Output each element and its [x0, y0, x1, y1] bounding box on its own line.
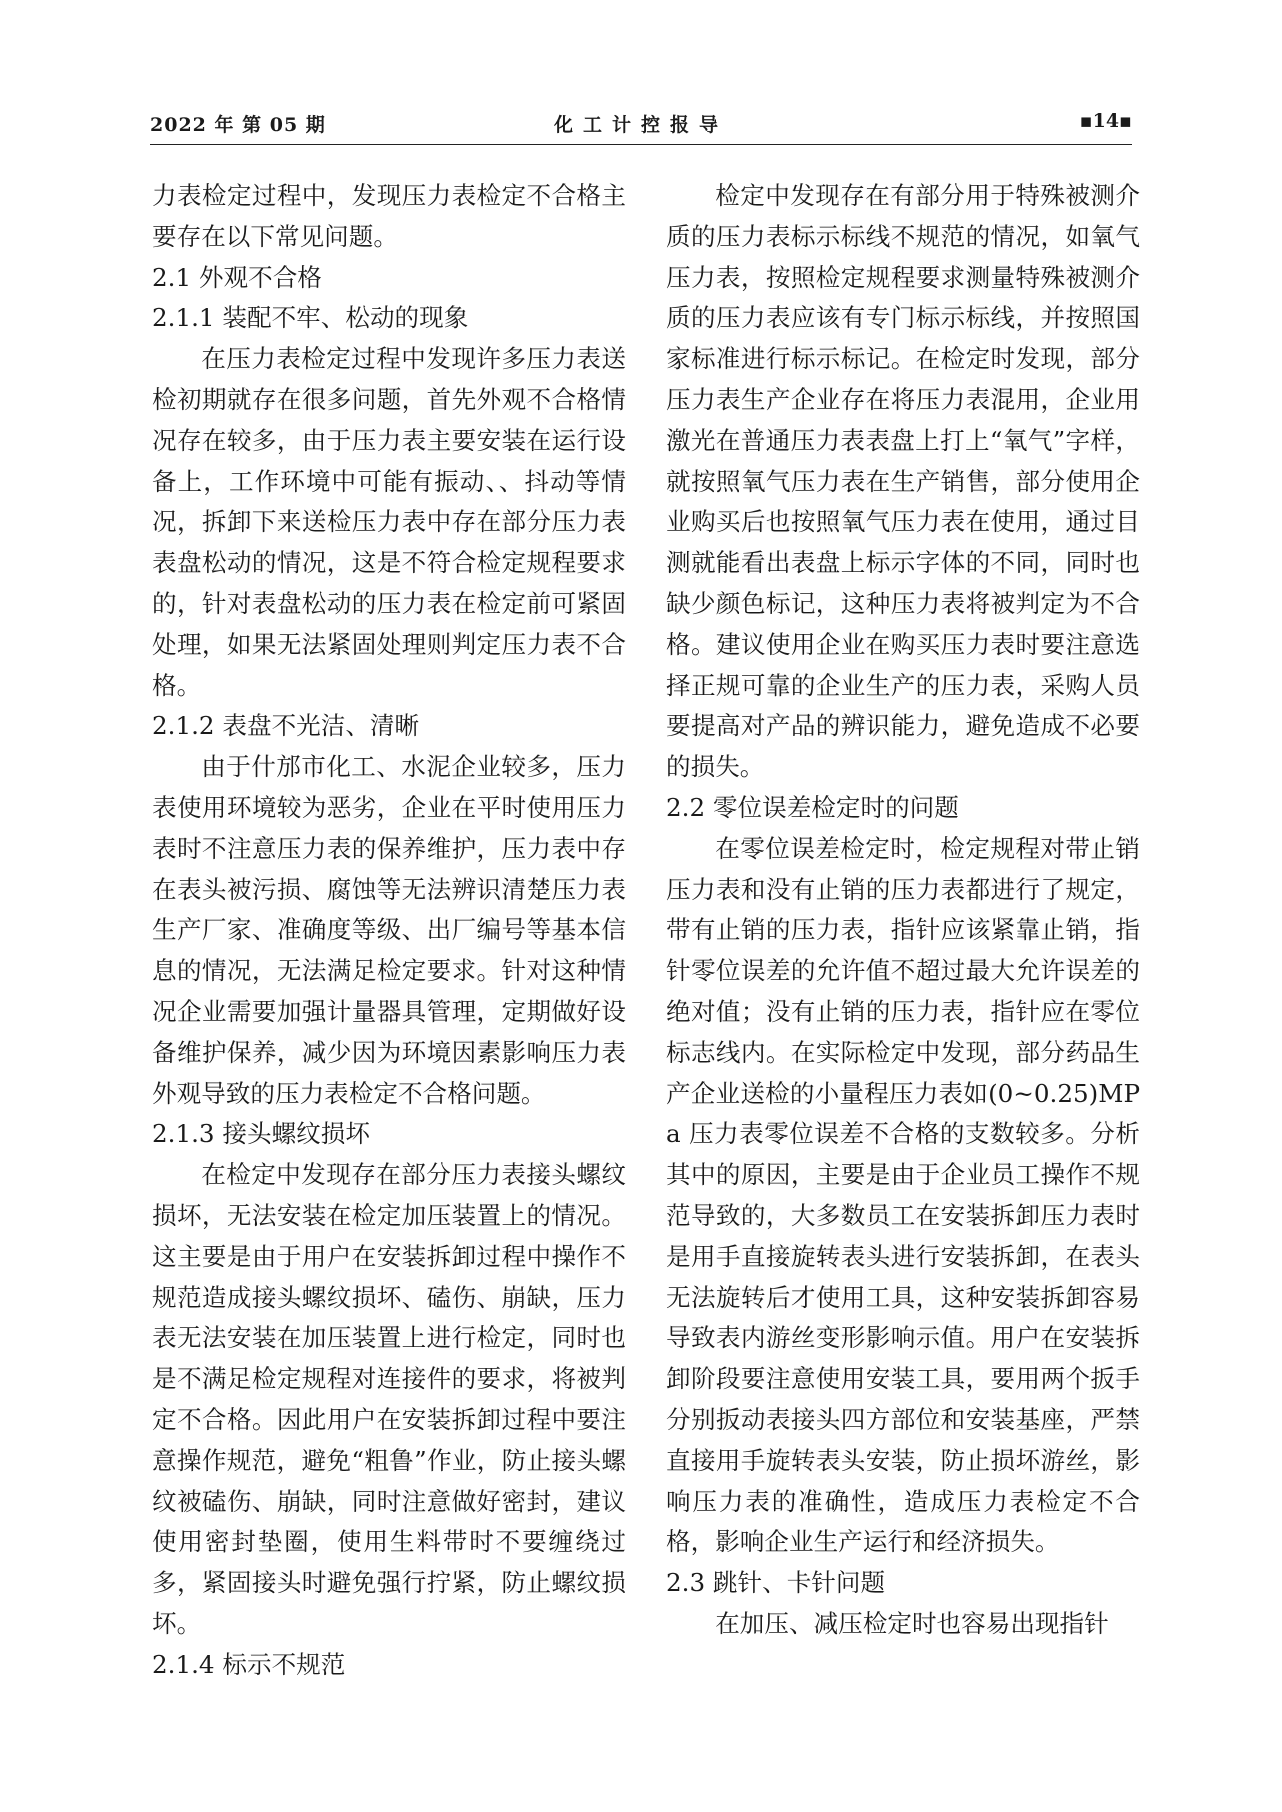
section-heading: 2.2 零位误差检定时的问题 [666, 792, 959, 822]
paragraph: 在检定中发现存在部分压力表接头螺纹损坏，无法安装在检定加压装置上的情况。这主要是由于用户在安装拆卸过程中操作不规范造成接头螺纹损坏、磕伤、崩缺，压力表无法安装在加压装置上进行检定，同时也是不满足检定规程对连接件的要求，将被判定不合格。因此用户在安装拆卸过程中要注意操作规范，避免“粗鲁”作业，防止接头螺纹被磕伤、崩缺，同时注意做好密封，建议使用密封垫圈，使用生料带时不要缠绕过多，紧固接头时避免强行拧紧，防止螺纹损坏。 [152, 1160, 626, 1638]
paragraph: 检定中发现存在有部分用于特殊被测介质的压力表标示标线不规范的情况，如氧气压力表，按照检定规程要求测量特殊被测介质的压力表应该有专门标示标线，并按照国家标准进行标示标记。在检定时发现，部分压力表生产企业存在将压力表混用，企业用激光在普通压力表表盘上打上“氧气”字样，就按照氧气压力表在生产销售，部分使用企业购买后也按照氧气压力表在使用，通过目测就能看出表盘上标示字体的不同，同时也缺少颜色标记，这种压力表将被判定为不合格。建议使用企业在购买压力表时要注意选择正规可靠的企业生产的压力表，采购人员要提高对产品的辨识能力，避免造成不必要的损失。 [666, 181, 1140, 782]
subsection-heading: 2.1.2 表盘不光洁、清晰 [152, 711, 420, 741]
subsection-heading: 2.1.1 装配不牢、松动的现象 [152, 303, 469, 333]
subsection-heading: 2.1.4 标示不规范 [152, 1649, 346, 1679]
paragraph: 力表检定过程中，发现压力表检定不合格主要存在以下常见问题。 [152, 181, 626, 251]
section-heading: 2.1 外观不合格 [152, 262, 322, 292]
section-heading: 2.3 跳针、卡针问题 [666, 1568, 886, 1598]
right-column [666, 176, 1140, 1645]
subsection-heading: 2.1.3 接头螺纹损坏 [152, 1119, 370, 1149]
paragraph: 由于什邡市化工、水泥企业较多，压力表使用环境较为恶劣，企业在平时使用压力表时不注意压力表的保养维护，压力表中存在表头被污损、腐蚀等无法辨识清楚压力表生产厂家、准确度等级、出厂编号等基本信息的情况，无法满足检定要求。针对这种情况企业需要加强计量器具管理，定期做好设备维护保养，减少因为环境因素影响压力表外观导致的压力表检定不合格问题。 [152, 752, 626, 1108]
running-header [150, 104, 1132, 145]
issue-label: 2022 年 第 05 期 [150, 114, 326, 136]
paragraph: 在压力表检定过程中发现许多压力表送检初期就存在很多问题，首先外观不合格情况存在较多，由于压力表主要安装在运行设备上，工作环境中可能有振动、、抖动等情况，拆卸下来送检压力表中存在部分压力表表盘松动的情况，这是不符合检定规程要求的，针对表盘松动的压力表在检定前可紧固处理，如果无法紧固处理则判定压力表不合格。 [152, 344, 626, 700]
paragraph: 在零位误差检定时，检定规程对带止销压力表和没有止销的压力表都进行了规定，带有止销的压力表，指针应该紧靠止销，指针零位误差的允许值不超过最大允许误差的绝对值；没有止销的压力表，指针应在零位标志线内。在实际检定中发现，部分药品生产企业送检的小量程压力表如(0~0.25)MPa 压力表零位误差不合格的支数较多。分析其中的原因，主要是由于企业员工操作不规范导致的，大多数员工在安装拆卸压力表时是用手直接旋转表头进行安装拆卸，在表头无法旋转后才使用工具，这种安装拆卸容易导致表内游丝变形影响示值。用户在安装拆卸阶段要注意使用安装工具，要用两个扳手分别扳动表接头四方部位和安装基座，严禁直接用手旋转表头安装，防止损坏游丝，影响压力表的准确性，造成压力表检定不合格，影响企业生产运行和经济损失。 [666, 833, 1140, 1557]
journal-title: 化工计控报导 [553, 114, 728, 136]
page-number: ▪14▪ [1079, 110, 1132, 132]
paragraph: 在加压、减压检定时也容易出现指针 [715, 1608, 1109, 1638]
left-column [152, 176, 626, 1685]
